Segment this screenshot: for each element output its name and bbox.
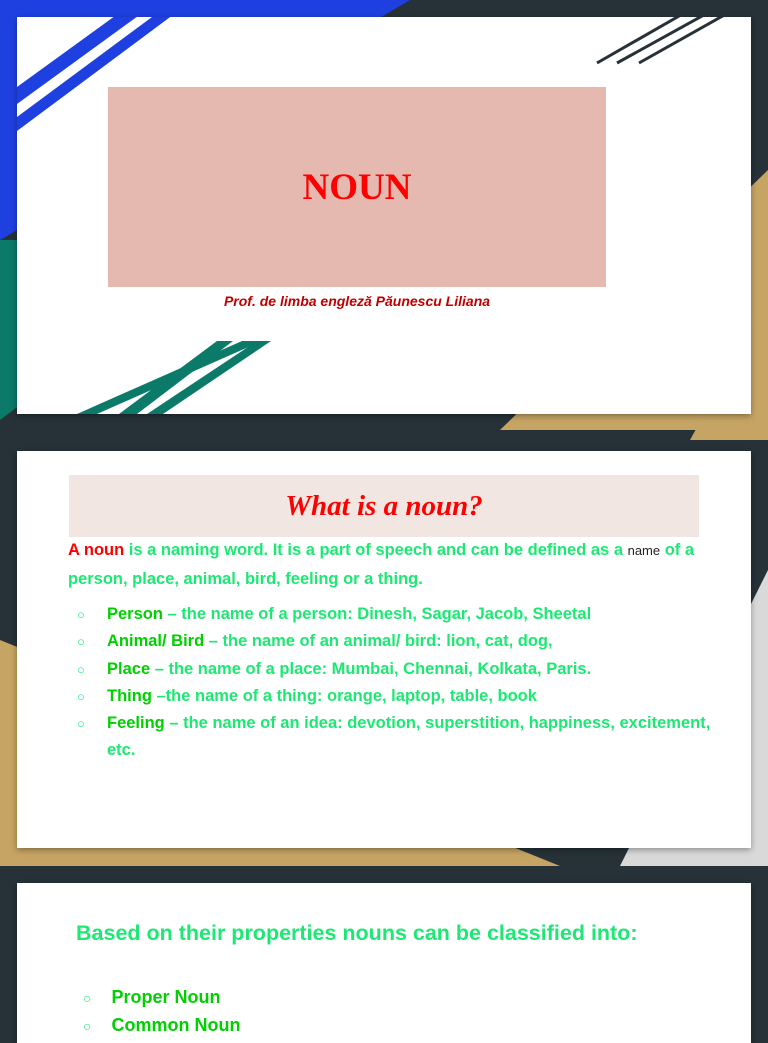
list-item: ○ Feeling – the name of an idea: devotion, superstition, happiness, excitement, etc. — [77, 710, 717, 765]
circle-bullet-icon: ○ — [83, 990, 92, 1006]
list-item: ○ Proper Noun — [83, 987, 221, 1007]
circle-bullet-icon: ○ — [77, 607, 85, 622]
circle-bullet-icon: ○ — [77, 716, 85, 732]
author-name: Prof. de limba engleză Păunescu Liliana — [223, 293, 491, 309]
list-item: ○ Person – the name of a person: Dinesh, Sagar, Jacob, Sheetal — [77, 601, 717, 628]
slide-title-text: NOUN — [302, 166, 412, 208]
slide-title — [17, 17, 751, 414]
circle-bullet-icon: ○ — [77, 661, 85, 677]
heading-box — [69, 475, 699, 537]
noun-type-list — [77, 601, 717, 765]
circle-bullet-icon: ○ — [83, 1018, 92, 1034]
list-item: ○ Animal/ Bird – the name of an animal/ bird: lion, cat, dog, — [77, 628, 717, 655]
list-item: ○ Thing –the name of a thing: orange, laptop, table, book — [77, 683, 717, 710]
definition-paragraph — [68, 536, 728, 593]
definition-term: A noun — [68, 541, 125, 559]
classification-heading: Based on their properties nouns can be classified into: — [76, 921, 638, 945]
circle-bullet-icon: ○ — [77, 688, 85, 704]
slide-classification — [17, 883, 751, 1043]
slide-definition — [17, 451, 751, 848]
circle-bullet-icon: ○ — [77, 634, 85, 650]
title-box — [108, 87, 606, 287]
definition-text: is a naming word. It is a part of speech and can be defined as a — [124, 541, 628, 559]
definition-small-word: name — [627, 543, 661, 558]
list-item: ○ Common Noun — [83, 1015, 241, 1035]
slide-heading: What is a noun? — [285, 489, 483, 522]
definition-text-end: of a person, place, animal, bird, feeling or a thing. — [68, 541, 695, 588]
list-item: ○ Place – the name of a place: Mumbai, Chennai, Kolkata, Paris. — [77, 656, 717, 683]
